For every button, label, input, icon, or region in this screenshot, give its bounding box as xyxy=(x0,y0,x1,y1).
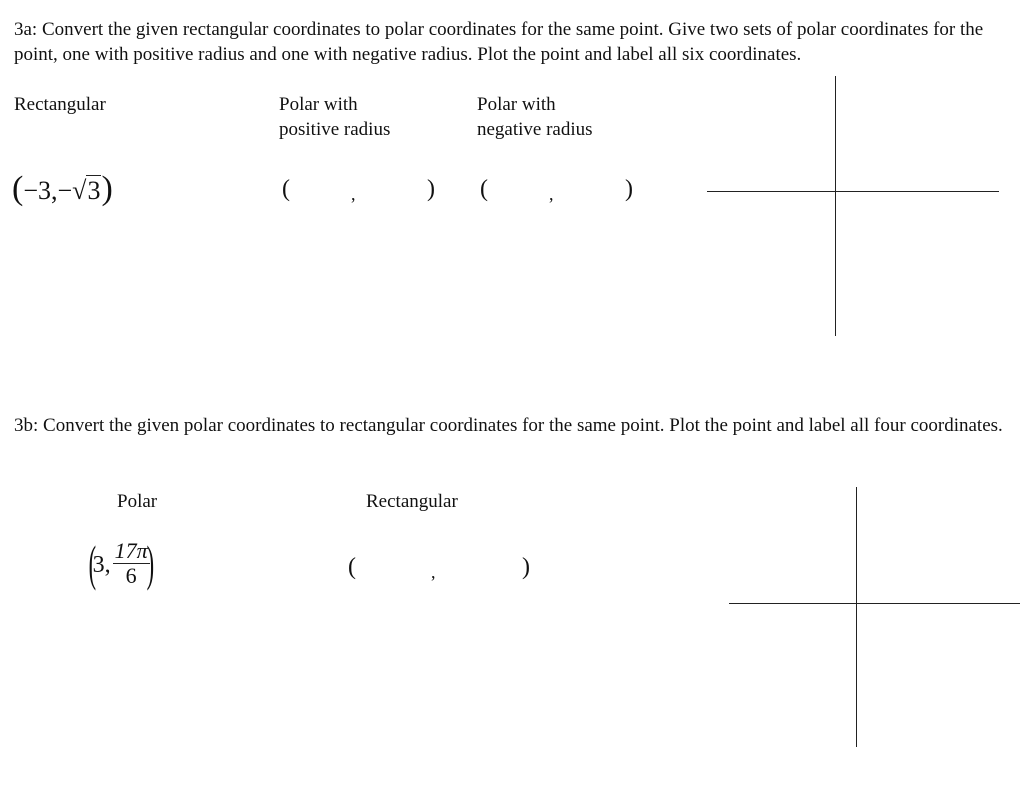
given-x: −3, xyxy=(23,176,58,205)
close-paren: ) xyxy=(101,170,113,207)
part-a-x-axis xyxy=(707,191,999,192)
part-a-positive-heading-line2: positive radius xyxy=(279,119,391,140)
negative-answer-comma: , xyxy=(549,184,554,204)
part-a-instruction: 3a: Convert the given rectangular coordinates to polar coordinates for the same point. Give two sets of polar coordinates for the point, one with positive radius and one with negative radius. Plot the point and label all six coordinates. xyxy=(14,19,984,65)
part-b-polar-heading: Polar xyxy=(117,491,158,512)
rect-answer-open-paren: ( xyxy=(348,554,356,580)
part-b-rectangular-heading: Rectangular xyxy=(366,491,458,512)
part-a-y-axis xyxy=(835,76,836,336)
positive-answer-open-paren: ( xyxy=(282,176,290,202)
sqrt-expression xyxy=(72,176,101,206)
negative-answer-close-paren: ) xyxy=(625,176,633,202)
theta-numerator: 17π xyxy=(114,537,148,563)
part-a-negative-heading-line1: Polar with xyxy=(477,94,556,115)
given-theta-fraction xyxy=(113,539,150,588)
theta-denominator: 6 xyxy=(125,562,137,588)
given-r: 3, xyxy=(92,551,111,578)
part-b-given-point xyxy=(84,535,158,591)
part-a-positive-heading-line1: Polar with xyxy=(279,94,358,115)
given-y-sign: − xyxy=(57,176,73,205)
part-b-y-axis xyxy=(856,487,857,747)
positive-answer-close-paren: ) xyxy=(427,176,435,202)
rect-answer-comma: , xyxy=(431,562,436,582)
positive-answer-comma: , xyxy=(351,184,356,204)
sqrt-symbol: √ xyxy=(72,176,87,205)
big-open-paren: ( xyxy=(88,535,97,591)
rect-answer-close-paren: ) xyxy=(522,554,530,580)
part-b-instruction: 3b: Convert the given polar coordinates to rectangular coordinates for the same point. Plot the point and label all four coordinates. xyxy=(14,415,1003,436)
open-paren: ( xyxy=(12,170,24,207)
sqrt-radicand: 3 xyxy=(87,176,101,205)
part-b-x-axis xyxy=(729,603,1020,604)
big-close-paren: ) xyxy=(146,535,154,591)
part-a-rectangular-heading: Rectangular xyxy=(14,94,106,115)
negative-answer-open-paren: ( xyxy=(480,176,488,202)
part-a-negative-heading-line2: negative radius xyxy=(477,119,593,140)
part-a-given-point xyxy=(12,170,113,208)
